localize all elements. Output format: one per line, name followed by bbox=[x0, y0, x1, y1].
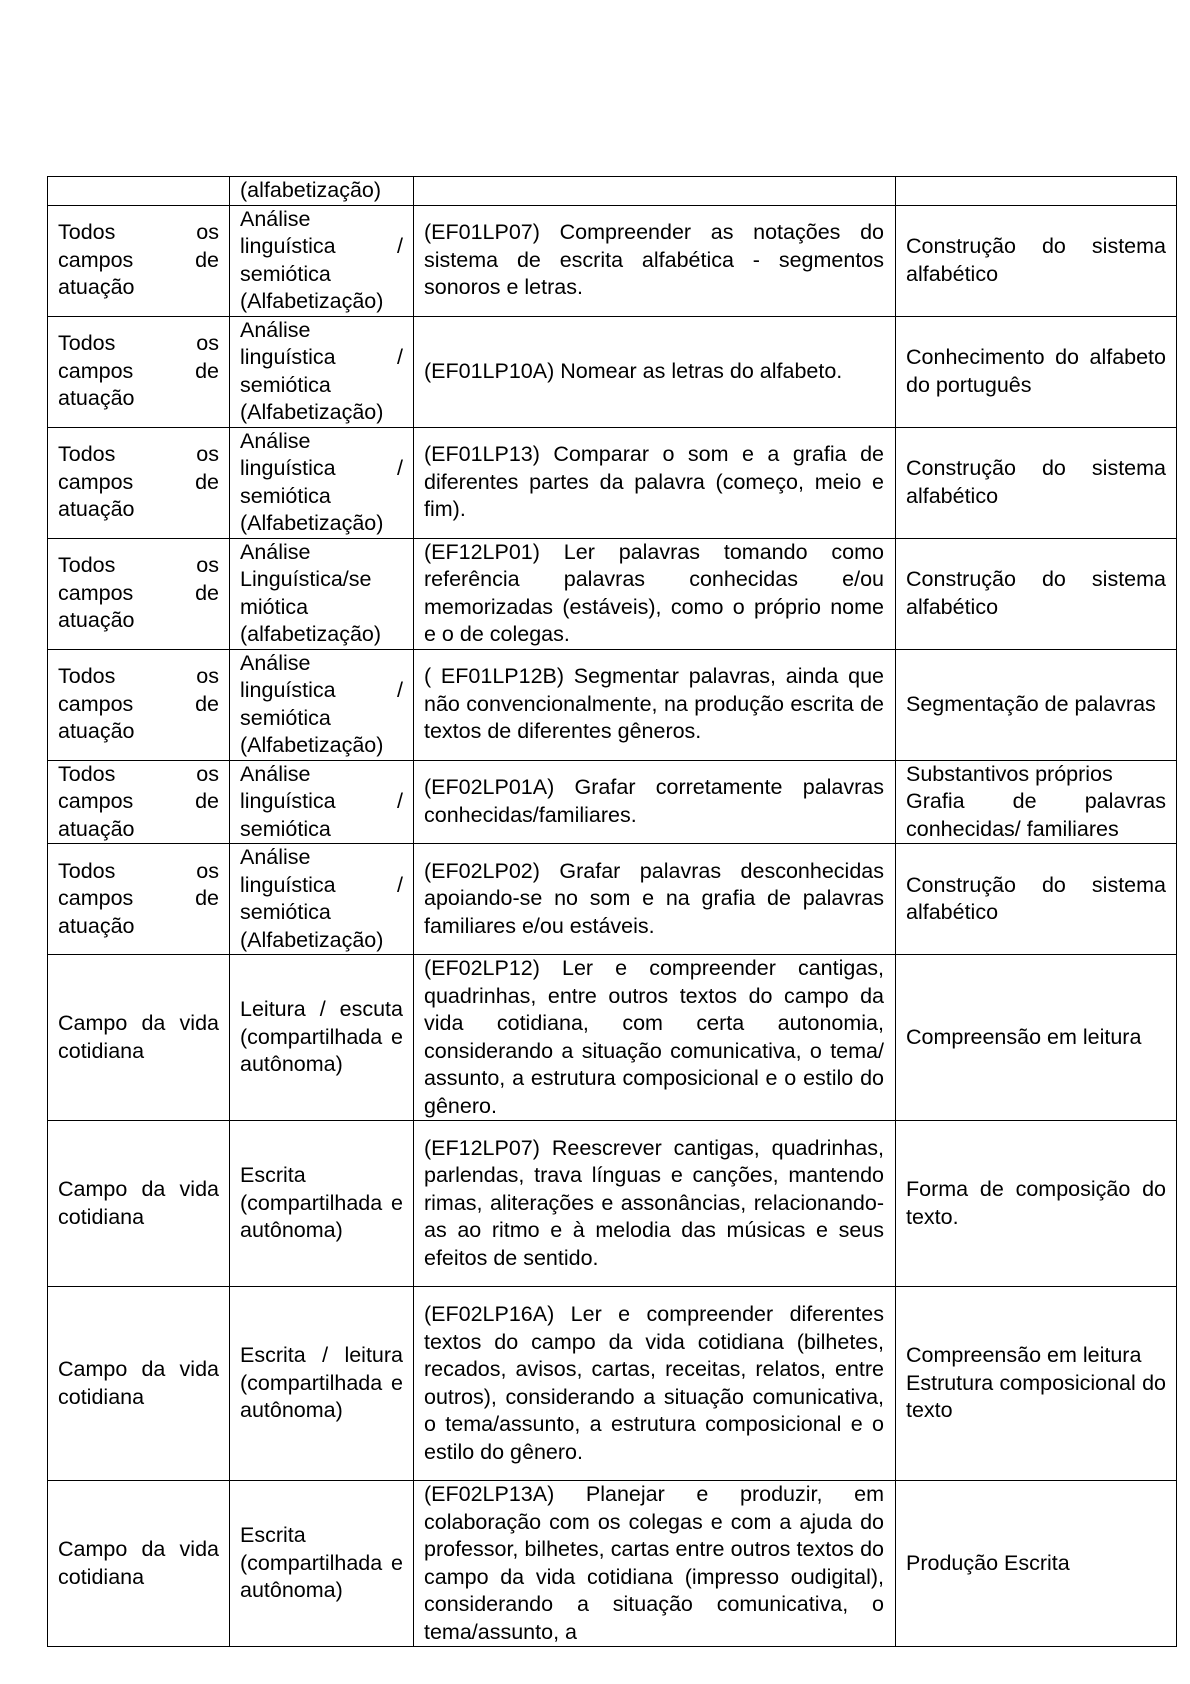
campo-atuacao-text: Todos os campos de atuação bbox=[58, 331, 219, 411]
objeto-conhecimento-text: Produção Escrita bbox=[906, 1550, 1070, 1575]
pratica-linguagem-cell bbox=[230, 649, 414, 760]
pratica-linguagem-text: Análise linguística / semiótica (Alfabetização) bbox=[240, 428, 403, 535]
table-row bbox=[48, 760, 1177, 844]
campo-atuacao-text: Todos os campos de atuação bbox=[58, 761, 219, 841]
table-row bbox=[48, 177, 1177, 206]
objeto-conhecimento-text: Forma de composição do texto. bbox=[906, 1177, 1166, 1229]
habilidade-cell bbox=[414, 205, 896, 316]
pratica-linguagem-text: Escrita (compartilhada e autônoma) bbox=[240, 1523, 403, 1603]
campo-atuacao-text: Campo da vida cotidiana bbox=[58, 1011, 219, 1063]
pratica-linguagem-cell bbox=[230, 1121, 414, 1287]
campo-atuacao-text: Todos os campos de atuação bbox=[58, 553, 219, 633]
objeto-conhecimento-cell bbox=[896, 649, 1177, 760]
objeto-conhecimento-text: Construção do sistema alfabético bbox=[906, 872, 1166, 924]
habilidade-cell bbox=[414, 538, 896, 649]
objeto-conhecimento-cell bbox=[896, 316, 1177, 427]
habilidade-cell bbox=[414, 649, 896, 760]
campo-atuacao-cell bbox=[48, 205, 230, 316]
pratica-linguagem-cell bbox=[230, 538, 414, 649]
objeto-conhecimento-cell bbox=[896, 205, 1177, 316]
habilidade-cell bbox=[414, 1481, 896, 1647]
habilidade-cell bbox=[414, 955, 896, 1121]
objeto-conhecimento-text: Conhecimento do alfabeto do português bbox=[906, 345, 1166, 397]
campo-atuacao-cell bbox=[48, 1287, 230, 1481]
campo-atuacao-cell bbox=[48, 760, 230, 844]
objeto-conhecimento-cell bbox=[896, 538, 1177, 649]
pratica-linguagem-text: Escrita (compartilhada e autônoma) bbox=[240, 1163, 403, 1243]
habilidade-cell bbox=[414, 1121, 896, 1287]
pratica-linguagem-text: Análise linguística / semiótica (Alfabetização) bbox=[240, 317, 403, 424]
habilidade-cell bbox=[414, 844, 896, 955]
objeto-conhecimento-text: Segmentação de palavras bbox=[906, 691, 1156, 716]
pratica-linguagem-cell bbox=[230, 177, 414, 206]
campo-atuacao-cell bbox=[48, 316, 230, 427]
objeto-conhecimento-cell bbox=[896, 177, 1177, 206]
habilidade-text: (EF02LP13A) Planejar e produzir, em colaboração com os colegas e com a ajuda do professor, bilhetes, cartas entre outros textos do campo da vida cotidiana (impresso oudigital), considerando a situação comunicativa, o tema/assunto, a bbox=[424, 1482, 884, 1644]
campo-atuacao-text: Campo da vida cotidiana bbox=[58, 1177, 219, 1229]
habilidade-cell bbox=[414, 1287, 896, 1481]
table-row bbox=[48, 1287, 1177, 1481]
habilidade-cell bbox=[414, 760, 896, 844]
campo-atuacao-cell bbox=[48, 649, 230, 760]
table-body bbox=[48, 177, 1177, 1647]
campo-atuacao-text: Campo da vida cotidiana bbox=[58, 1537, 219, 1589]
table-row bbox=[48, 316, 1177, 427]
pratica-linguagem-text: Leitura / escuta (compartilhada e autônoma) bbox=[240, 997, 403, 1077]
objeto-conhecimento-text: Construção do sistema alfabético bbox=[906, 456, 1166, 508]
habilidade-text: (EF01LP07) Compreender as notações do sistema de escrita alfabética - segmentos sonoros e letras. bbox=[424, 220, 884, 300]
objeto-conhecimento-text: Compreensão em leitura bbox=[906, 1024, 1142, 1049]
objeto-conhecimento-text: Compreensão em leitura Estrutura composicional do texto bbox=[906, 1343, 1166, 1423]
habilidade-text: (EF02LP12) Ler e compreender cantigas, quadrinhas, entre outros textos do campo da vida cotidiana, com certa autonomia, considerando a situação comunicativa, o tema/ assunto, a estrutura composicional e o estilo do gênero. bbox=[424, 956, 884, 1118]
campo-atuacao-cell bbox=[48, 177, 230, 206]
campo-atuacao-cell bbox=[48, 1481, 230, 1647]
habilidade-cell bbox=[414, 316, 896, 427]
habilidade-text: ( EF01LP12B) Segmentar palavras, ainda que não convencionalmente, na produção escrita de textos de diferentes gêneros. bbox=[424, 664, 884, 744]
campo-atuacao-text: Todos os campos de atuação bbox=[58, 664, 219, 744]
pratica-linguagem-cell bbox=[230, 427, 414, 538]
habilidade-text: (EF02LP02) Grafar palavras desconhecidas apoiando-se no som e na grafia de palavras familiares e/ou estáveis. bbox=[424, 858, 884, 938]
pratica-linguagem-cell bbox=[230, 205, 414, 316]
table-row bbox=[48, 844, 1177, 955]
objeto-conhecimento-cell bbox=[896, 760, 1177, 844]
habilidade-text: (EF01LP10A) Nomear as letras do alfabeto. bbox=[424, 358, 843, 383]
campo-atuacao-text: Todos os campos de atuação bbox=[58, 220, 219, 300]
pratica-linguagem-text: Análise linguística / semiótica bbox=[240, 761, 403, 841]
objeto-conhecimento-cell bbox=[896, 427, 1177, 538]
table-row bbox=[48, 538, 1177, 649]
pratica-linguagem-cell bbox=[230, 760, 414, 844]
habilidade-cell bbox=[414, 427, 896, 538]
objeto-conhecimento-cell bbox=[896, 955, 1177, 1121]
pratica-linguagem-text: Escrita / leitura (compartilhada e autônoma) bbox=[240, 1343, 403, 1423]
campo-atuacao-cell bbox=[48, 1121, 230, 1287]
campo-atuacao-cell bbox=[48, 538, 230, 649]
pratica-linguagem-cell bbox=[230, 1287, 414, 1481]
pratica-linguagem-cell bbox=[230, 844, 414, 955]
habilidade-text: (EF12LP07) Reescrever cantigas, quadrinhas, parlendas, trava línguas e canções, mantendo rimas, aliterações e assonâncias, relacionando-as ao ritmo e à melodia das músicas e seus efeitos de sentido. bbox=[424, 1135, 884, 1270]
campo-atuacao-cell bbox=[48, 955, 230, 1121]
objeto-conhecimento-cell bbox=[896, 1121, 1177, 1287]
objeto-conhecimento-cell bbox=[896, 1287, 1177, 1481]
table-row bbox=[48, 1481, 1177, 1647]
table-row bbox=[48, 955, 1177, 1121]
pratica-linguagem-cell bbox=[230, 955, 414, 1121]
pratica-linguagem-text: Análise linguística / semiótica (Alfabetização) bbox=[240, 845, 403, 952]
objeto-conhecimento-cell bbox=[896, 844, 1177, 955]
curriculum-table bbox=[47, 176, 1177, 1647]
campo-atuacao-text: Todos os campos de atuação bbox=[58, 442, 219, 522]
campo-atuacao-text: Campo da vida cotidiana bbox=[58, 1357, 219, 1409]
pratica-linguagem-text: (alfabetização) bbox=[240, 178, 382, 202]
pratica-linguagem-cell bbox=[230, 1481, 414, 1647]
campo-atuacao-text: Todos os campos de atuação bbox=[58, 858, 219, 938]
objeto-conhecimento-text: Construção do sistema alfabético bbox=[906, 567, 1166, 619]
objeto-conhecimento-text: Construção do sistema alfabético bbox=[906, 234, 1166, 286]
habilidade-text: (EF02LP16A) Ler e compreender diferentes textos do campo da vida cotidiana (bilhetes, recados, avisos, cartas, receitas, relatos, entre outros), considerando a situação comunicativa, o tema/assunto, a estrutura composicional e o estilo do gênero. bbox=[424, 1302, 884, 1464]
table-row bbox=[48, 1121, 1177, 1287]
habilidade-cell bbox=[414, 177, 896, 206]
pratica-linguagem-text: Análise Linguística/se miótica (alfabetização) bbox=[240, 539, 382, 646]
habilidade-text: (EF02LP01A) Grafar corretamente palavras conhecidas/familiares. bbox=[424, 775, 884, 827]
table-row bbox=[48, 649, 1177, 760]
pratica-linguagem-text: Análise linguística / semiótica (Alfabetização) bbox=[240, 206, 403, 313]
habilidade-text: (EF01LP13) Comparar o som e a grafia de diferentes partes da palavra (começo, meio e fim). bbox=[424, 442, 884, 522]
table-row bbox=[48, 205, 1177, 316]
objeto-conhecimento-text: Substantivos próprios Grafia de palavras conhecidas/ familiares bbox=[906, 761, 1166, 841]
pratica-linguagem-cell bbox=[230, 316, 414, 427]
campo-atuacao-cell bbox=[48, 844, 230, 955]
table-row bbox=[48, 427, 1177, 538]
campo-atuacao-cell bbox=[48, 427, 230, 538]
pratica-linguagem-text: Análise linguística / semiótica (Alfabetização) bbox=[240, 650, 403, 757]
habilidade-text: (EF12LP01) Ler palavras tomando como referência palavras conhecidas e/ou memorizadas (estáveis), como o próprio nome e o de colegas. bbox=[424, 539, 884, 646]
objeto-conhecimento-cell bbox=[896, 1481, 1177, 1647]
